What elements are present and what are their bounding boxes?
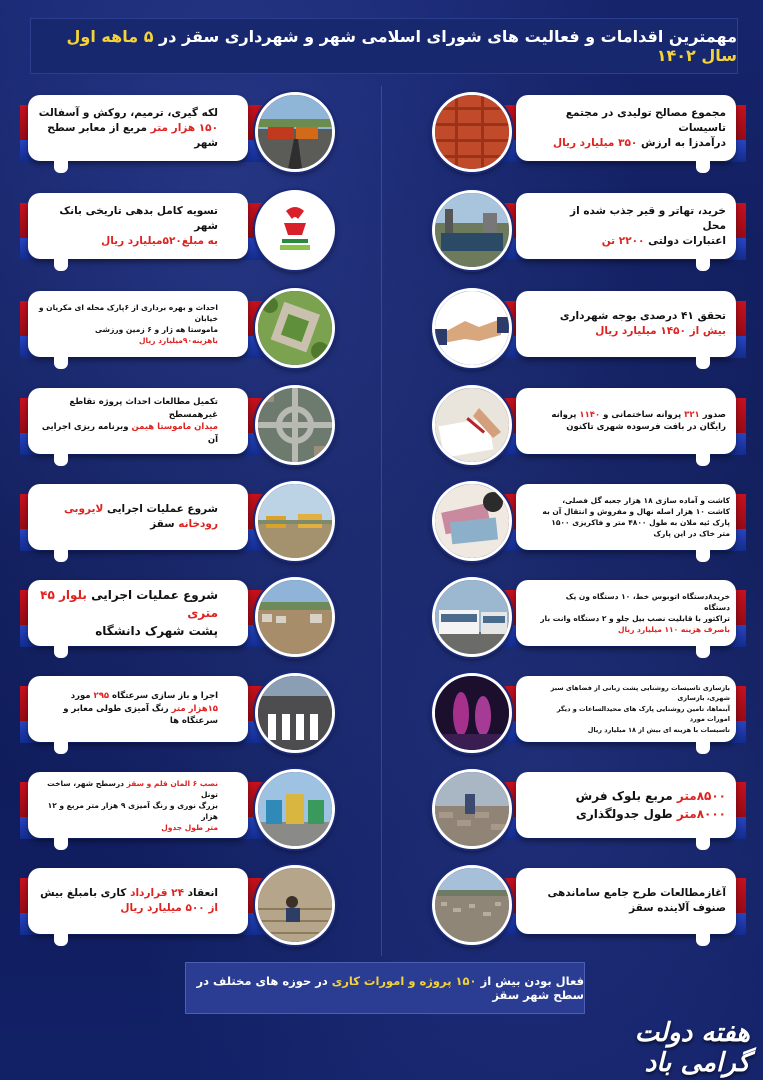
card-text [38,392,218,450]
card-materials [516,95,736,161]
bank-shahr-logo [255,190,335,270]
card-text [38,680,218,738]
card-text [546,99,726,157]
card-contracts [28,868,248,934]
card-lighting [516,676,736,742]
card-text [546,776,726,834]
card-line: اجرا و باز سازی سرعتگاه ۲۹۵ مورد [70,691,218,702]
card-line: خرید، تهاتر و قیر جذب شده از محل [570,204,726,232]
card-river-dredging [28,484,248,550]
crosswalk-photo [255,673,335,753]
card-line: باهزینه۹۰میلیارد ریال [139,336,218,345]
card-line: شروع عملیات اجرایی لایروبی رودخانه سقز [63,503,218,530]
card-line: تکمیل مطالعات احداث پروژه تقاطع غیرهمسطح [69,397,218,420]
card-line: تسویه کامل بدهی تاریخی بانک شهر [59,204,218,232]
card-line: خرید۸دستگاه اتوبوس خط، ۱۰ دستگاه ون یک دستگاه [565,592,730,612]
card-line: از ۵۰۰ میلیارد ریال [120,902,218,914]
page-header [30,18,738,74]
card-text [540,584,730,642]
asphalt-plant-photo [432,190,512,270]
fountain-lights-photo [432,673,512,753]
card-line: آبنماها، تامین روشنایی پارک های محیدالساعات و دیگر امورات مورد [556,704,730,724]
card-line: پشت شهرک دانشگاه [95,624,218,638]
card-green-spaces [516,484,736,550]
card-asphalt [28,95,248,161]
card-permits [516,388,736,454]
title-text: مهمترین اقدامات و فعالیت های شورای اسلامی شهر و شهرداری سقز در [153,27,737,46]
card-text [538,680,730,738]
park-photo [255,288,335,368]
card-line: ۱۵۰ هزار متر مربع از معابر سطح شهر [47,121,218,149]
bricks-photo [432,92,512,172]
card-text [540,488,730,546]
card-line: پارک ئیه ملان به طول ۴۸۰۰ متر و فاکریزی ۱۵۰۰ [551,518,730,527]
card-line: به مبلغ۵۲۰میلیارد ریال [101,234,218,247]
card-line: صدور ۳۲۱ پروانه ساختمانی و ۱۱۴۰ پروانه [551,409,726,420]
card-line: لکه گیری، ترمیم، روکش و آسفالت [38,106,218,119]
card-text [38,776,218,834]
page-title [31,27,737,65]
card-line: ماموستا هه ژار و ۶ زمین ورزشی [95,325,218,334]
card-line: تراکتور با قابلیت نصب بیل جلو و ۲ دستگاه وانت بار [540,614,730,623]
card-line: نصب ۶ المان قلم و سقز درسطح شهر، ساخت تونل [47,778,218,799]
card-vehicles [516,580,736,646]
signing-photo [432,385,512,465]
card-line: اعتبارات دولتی ۲۲۰۰ تن [601,234,726,247]
money-photo [432,481,512,561]
bus-photo [432,577,512,657]
card-line: ۸۰۰۰متر طول جدولگذاری [575,807,726,821]
card-bank-debt [28,193,248,259]
footer-text: فعال بودن بیش از ۱۵۰ پروژه و امورات کاری در حوزه های مختلف در سطح شهر سقز [196,974,584,1002]
card-line: مجموع مصالح تولیدی در مجتمع تاسیسات [565,106,726,134]
card-line: تاسیسات با هزینه ای بیش از ۱۸ میلیارد ریال [587,725,730,734]
card-line: باصرف هزینه ۱۱۰ میلیارد ریال [617,625,730,634]
card-line: میدان ماموستا هیمن وبرنامه ریزی اجرایی آن [41,422,218,445]
handshake-photo [432,288,512,368]
card-text [546,295,726,353]
paving-worker-photo [255,865,335,945]
card-line: شروع عملیات اجرایی بلوار ۴۵ متری [40,588,218,620]
card-line: کاشت ۱۰ هزار اصله نهال و مفروش و انتقال آن به [542,507,730,516]
boulevard-photo [255,577,335,657]
card-line: متر طول جدول [161,822,218,832]
interchange-photo [255,385,335,465]
asphalt-photo [255,92,335,172]
card-urban-elements [28,772,248,838]
footer-summary [185,962,585,1014]
card-text [546,392,726,450]
title-highlight: ۵ ماهه اول سال ۱۴۰۲ [66,27,737,65]
card-line: آغازمطالعات طرح جامع ساماندهی [547,887,726,899]
card-text [38,197,218,255]
card-text [546,197,726,255]
card-line: انعقاد ۲۴ قرارداد کاری بامبلغ بیش [40,887,218,899]
signature-text: هفته دولت گرامی باد [634,1018,750,1078]
block-paving-photo [432,769,512,849]
card-line: احداث و بهره برداری از ۶پارک محله ای مکریان و خیابان [38,303,218,323]
urban-element-photo [255,769,335,849]
card-bitumen [516,193,736,259]
river-dredging-photo [255,481,335,561]
card-line: رایگان در بافت فرسوده شهری تاکنون [566,422,726,432]
card-line: ۸۵۰۰متر مربع بلوک فرش [575,789,726,803]
city-aerial-photo [432,865,512,945]
card-line: کاشت و آماده سازی ۱۸ هزار جعبه گل فصلی، [562,496,730,505]
card-text [546,872,726,930]
card-text [38,584,218,642]
card-line: بیش از ۱۴۵۰ میلیارد ریال [595,325,726,337]
card-boulevard [28,580,248,646]
card-budget [516,291,736,357]
card-interchange [28,388,248,454]
card-pollutant-study [516,868,736,934]
card-line: بازسازی تاسیسات روشنایی پشت زبانی از فضاهای سبز شهری، بازسازی [550,683,730,703]
card-text [38,99,218,157]
card-block-paving [516,772,736,838]
card-text [38,295,218,353]
card-parks [28,291,248,357]
card-line: صنوف آلاینده سقز [629,902,726,914]
card-line: سرعتگاه ها [169,716,218,727]
card-line: تحقق ۴۱ درصدی بوجه شهرداری [559,310,726,322]
card-text [38,488,218,546]
card-line: متر خاک در این پارک [653,529,730,538]
card-line: بزرگ نوری و رنگ آمیزی ۹ هزار متر مربع و ۱۲ هزار [47,800,218,821]
card-line: درآمدزا به ارزش ۳۵۰ میلیارد ریال [552,136,726,149]
center-divider [381,86,382,956]
card-line: ۱۵هزار متر رنگ آمیزی طولی معابر و [63,703,218,714]
card-speedbumps [28,676,248,742]
card-text [38,872,218,930]
